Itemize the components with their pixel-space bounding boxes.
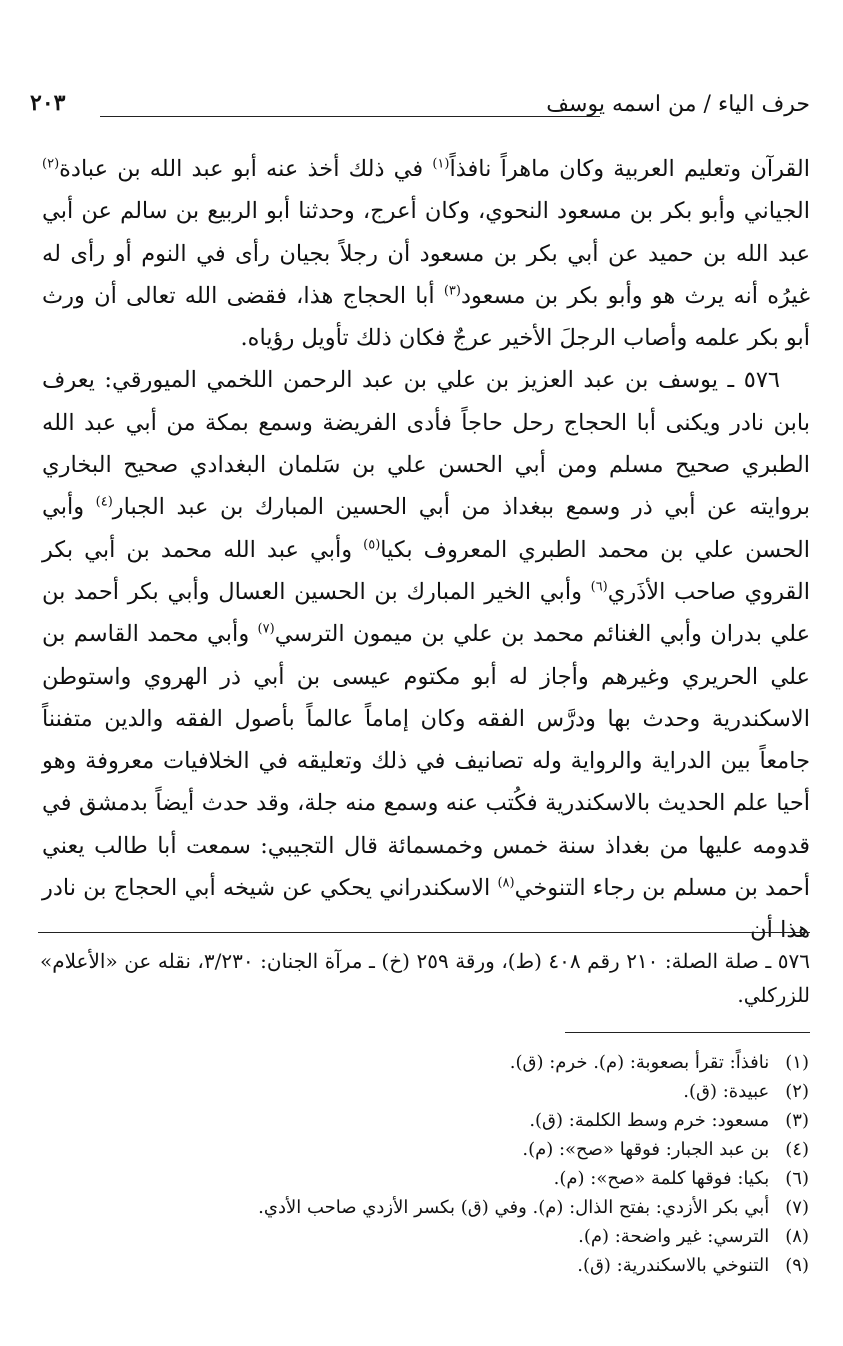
footnote-number: (٣) (785, 1110, 809, 1131)
footnote-ref: (٢) (42, 156, 60, 172)
source-note: ٥٧٦ ـ صلة الصلة: ٢١٠ رقم ٤٠٨ (ط)، ورقة ٢٥٩ (خ) ـ مرآة الجنان: ٣/٢٣٠، نقله عن «الأعلام» للزركلي. (40, 949, 810, 1007)
footnote-number: (٦) (785, 1168, 809, 1189)
footnote-number: (١) (785, 1052, 809, 1073)
footnote-ref: (٨) (497, 875, 515, 891)
footnote-ref: (٦) (590, 579, 608, 595)
footnote-item (49, 1106, 809, 1135)
page-number: ٢٠٣ (30, 90, 66, 116)
footnote-item (49, 1077, 809, 1106)
footnote-ref: (١) (432, 156, 450, 172)
footnote-item (49, 1222, 809, 1251)
footnote-item (49, 1193, 809, 1222)
biography-entry-576: ٥٧٦ ـ يوسف بن عبد العزيز بن علي بن عبد الرحمن اللخمي الميورقي: يعرف بابن نادر ويكنى أبا الحجاج رحل حاجاً فأدى الفريضة وسمع بمكة من أبي عبد الله الطبري صحيح مسلم ومن أبي الحسن علي بن سَلمان البغدادي صحيح البخاري بروايته عن أبي ذر وسمع ببغداذ من أبي الحسين المبارك بن عبد الجبار$^{(٤)}$ وأبي الحسن علي بن محمد الطبري المعروف بكيا$^{(٥)}$ وأبي عبد الله محمد بن أبي بكر القروي صاحب الأذَري$^{(٦)}$ وأبي الخير المبارك بن الحسين العسال وأبي بكر أحمد بن علي بدران وأبي الغنائم محمد بن علي بن ميمون الترسي$^{(٧)}$ وأبي محمد القاسم بن علي الحريري وغيرهم وأجاز له أبو مكتوم عيسى بن أبي ذر الهروي واستوطن الاسكندرية وحدث بها ودرَّس الفقه وكان إماماً عالماً بأصول الفقه والدين متفنناً جامعاً بين الدراية والرواية وله تصانيف في ذلك وتعليقه في الخلافيات معروفة وهو أحيا علم الحديث بالاسكندرية فكُتب عنه وسمع منه جلة، وقد حدث أيضاً بدمشق في قدومه عليها من بغداذ سنة خمس وخمسمائة قال التجيبي: سمعت أبا طالب يعني أحمد بن مسلم بن رجاء التنوخي$^{(٨)}$ الاسكندراني يحكي عن شيخه أبي الحجاج بن نادر هذا أن (42, 367, 810, 944)
footnote-number: (٨) (785, 1226, 809, 1247)
footnote-text: الترسي: غير واضحة: (م). (578, 1226, 770, 1247)
continuation-paragraph: القرآن وتعليم العربية وكان ماهراً نافذاً$^{(١)}$ في ذلك أخذ عنه أبو عبد الله بن عبادة$^{(٢)}$ الجياني وأبو بكر بن مسعود النحوي، وكان أعرج، وحدثنا أبو الربيع بن سالم عن أبي عبد الله بن حميد عن أبي بكر بن مسعود أن رجلاً بجيان رأى في النوم أو رأى له غيرُه أنه يرث هو وأبو بكر بن مسعود$^{(٣)}$ أبا الحجاج هذا، فقضى الله تعالى أن ورث أبو بكر علمه وأصاب الرجلَ الأخير عرجٌ فكان ذلك تأويل رؤياه. (42, 156, 811, 352)
footnote-text: نافذاً: تقرأ بصعوبة: (م). خرم: (ق). (509, 1052, 770, 1073)
footnote-item (49, 1135, 809, 1164)
footnote-ref: (٣) (443, 283, 461, 299)
footnote-divider (565, 1032, 810, 1033)
footnote-item (49, 1164, 809, 1193)
footnote-item (49, 1048, 809, 1077)
footnote-number: (٧) (785, 1197, 809, 1218)
footnote-ref: (٤) (95, 494, 113, 510)
footnote-text: التنوخي بالاسكندرية: (ق). (577, 1255, 770, 1276)
footnote-text: مسعود: خرم وسط الكلمة: (ق). (529, 1110, 770, 1131)
footnote-text: بكيا: فوقها كلمة «صح»: (م). (553, 1168, 770, 1189)
footnote-text: عبيدة: (ق). (683, 1081, 770, 1102)
running-header (30, 86, 810, 130)
footnotes-list (49, 1048, 809, 1280)
footnote-text: بن عبد الجبار: فوقها «صح»: (م). (522, 1139, 770, 1160)
body-text (42, 148, 810, 952)
footnote-ref: (٧) (257, 621, 275, 637)
running-header-title: حرف الياء / من اسمه يوسف (540, 92, 810, 117)
footnote-number: (٤) (785, 1139, 809, 1160)
footnote-text: أبي بكر الأزدي: بفتح الذال: (م). وفي (ق) بكسر الأزدي صاحب الأدي. (258, 1197, 770, 1218)
footnote-number: (٩) (785, 1255, 809, 1276)
footnote-number: (٢) (785, 1081, 809, 1102)
footnote-item (49, 1251, 809, 1280)
header-rule (100, 116, 600, 117)
footnote-ref: (٥) (363, 537, 381, 553)
source-divider (38, 932, 810, 933)
